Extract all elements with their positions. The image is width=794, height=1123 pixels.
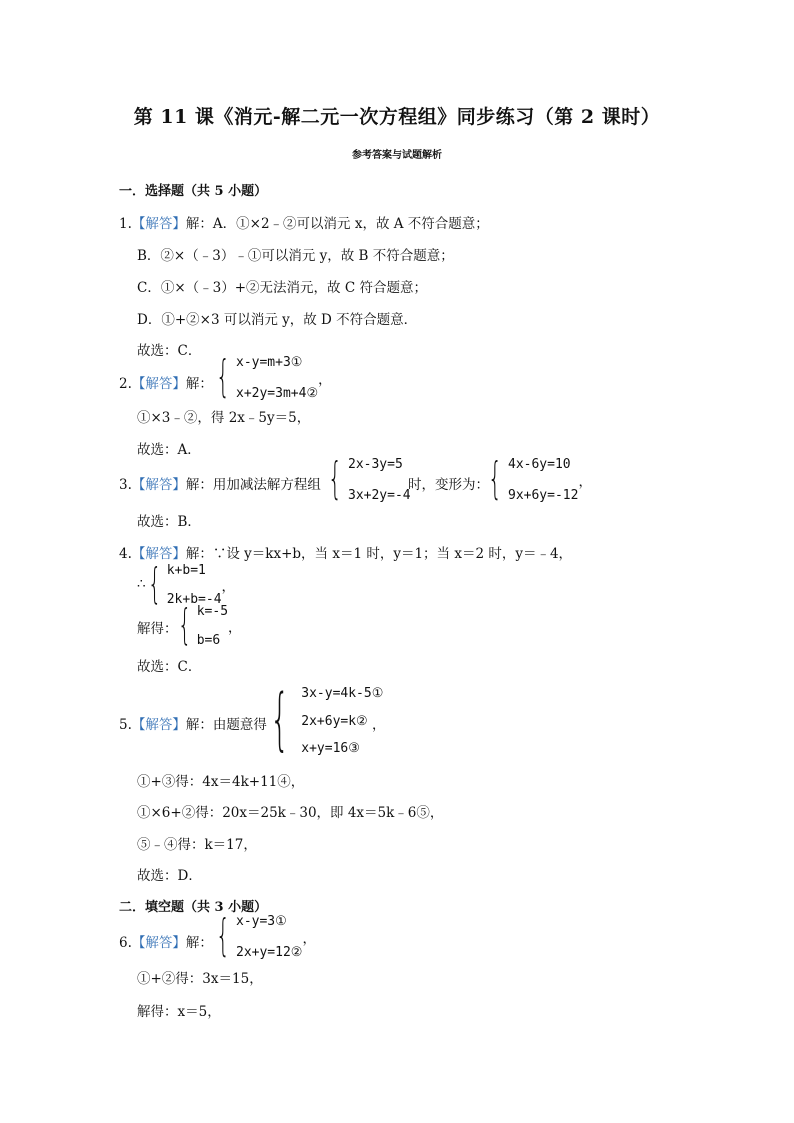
- question-number: 2.: [119, 376, 132, 392]
- q6-prefix: 解：: [185, 935, 213, 951]
- left-brace-icon: {: [488, 453, 502, 504]
- q1-line-b: B．②×（﹣3）﹣①可以消元 y，故 B 不符合题意；: [137, 248, 454, 264]
- q4-system-1: [148, 559, 236, 608]
- q2-step: ①×3﹣②，得 2x﹣5y＝5，: [137, 410, 311, 426]
- q5-line: [119, 713, 267, 733]
- q4-system-2: [178, 600, 242, 649]
- q5-step2: ①×6+②得：20x＝25k﹣30，即 4x＝5k﹣6⑤，: [137, 805, 444, 821]
- q4-eq2: 2k+b=-4: [166, 592, 222, 607]
- q5-choice: 故选：D．: [137, 868, 202, 884]
- q5-prefix: 解：由题意得: [185, 717, 267, 733]
- q6-eq2: 2x+y=12②: [236, 945, 303, 960]
- section-heading-choice: 一．选择题（共 5 小题）: [119, 184, 268, 199]
- q6-step1: ①+②得：3x＝15，: [137, 971, 263, 987]
- q1-line-c: C．①×（﹣3）+②无法消元，故 C 符合题意；: [137, 280, 427, 296]
- q2-line: [119, 372, 213, 392]
- q2-eq2: x+2y=3m+4②: [236, 386, 319, 401]
- q4-eq1: k+b=1: [166, 563, 206, 578]
- q3-line: [119, 473, 321, 493]
- left-brace-icon: {: [216, 910, 230, 961]
- q4-eq4: b=6: [196, 633, 221, 648]
- q6-step2: 解得：x＝5，: [137, 1004, 221, 1020]
- answer-tag: 【解答】: [131, 717, 186, 733]
- q6-suffix: ，: [302, 931, 316, 947]
- question-number: 4.: [119, 546, 132, 562]
- q6-line: [119, 931, 213, 951]
- q3-prefix: 解：用加减法解方程组: [185, 477, 321, 493]
- q5-step3: ⑤﹣④得：k＝17，: [137, 837, 257, 853]
- q1-choice: 故选：C．: [137, 343, 202, 359]
- question-number: 3.: [119, 477, 132, 493]
- left-brace-icon: {: [328, 453, 342, 504]
- answer-tag: 【解答】: [131, 935, 186, 951]
- q1-line-d: D．①+②×3 可以消元 y，故 D 不符合题意．: [137, 312, 418, 328]
- q4-text: 解：∵设 y＝kx+b，当 x＝1 时，y＝1；当 x＝2 时，y＝﹣4，: [185, 546, 573, 562]
- q3-system-transformed: [488, 453, 592, 504]
- q6-eq1: x-y=3①: [236, 914, 287, 929]
- answer-tag: 【解答】: [131, 477, 186, 493]
- answer-tag: 【解答】: [131, 216, 186, 232]
- q3-eq2: 3x+2y=-4: [348, 488, 411, 503]
- question-number: 6.: [119, 935, 132, 951]
- q2-eq1: x-y=m+3①: [236, 355, 303, 370]
- q2-system: [216, 351, 332, 402]
- q5-suffix: ，: [372, 717, 386, 733]
- left-brace-icon: {: [178, 600, 192, 649]
- q2-choice: 故选：A．: [137, 442, 201, 458]
- left-brace-icon: {: [216, 351, 230, 402]
- q3-suffix: ，: [578, 474, 592, 490]
- q5-step1: ①+③得：4x＝4k+11④，: [137, 774, 305, 790]
- therefore-symbol: ∴: [137, 576, 146, 592]
- q5-eq1: 3x-y=4k-5①: [301, 686, 384, 701]
- answer-tag: 【解答】: [131, 546, 186, 562]
- q5-eq3: x+y=16③: [301, 741, 360, 756]
- answer-tag: 【解答】: [131, 376, 186, 392]
- q4-line: [119, 542, 572, 562]
- question-number: 5.: [119, 717, 132, 733]
- q3-eq1: 2x-3y=5: [348, 457, 403, 472]
- q4-choice: 故选：C．: [137, 659, 202, 675]
- q3-choice: 故选：B．: [137, 514, 201, 530]
- q4-eq3: k=-5: [196, 604, 229, 619]
- page-title: 第 11 课《消元-解二元一次方程组》同步练习（第 2 课时）: [133, 106, 661, 128]
- left-brace-icon: {: [270, 680, 290, 759]
- q3-eq3: 4x-6y=10: [508, 457, 571, 472]
- page-subtitle: 参考答案与试题解析: [352, 150, 442, 161]
- q4-suffix: ，: [221, 579, 236, 595]
- q3-eq4: 9x+6y=-12: [508, 488, 579, 503]
- q2-suffix: ，: [318, 372, 332, 388]
- q5-system: [270, 680, 384, 759]
- q4-solve-label: 解得：: [137, 621, 178, 637]
- q2-prefix: 解：: [185, 376, 213, 392]
- q4-suffix2: ，: [228, 620, 242, 636]
- q1-line-a: [119, 212, 489, 232]
- q1-text-a: 解：A．①×2﹣②可以消元 x，故 A 不符合题意；: [185, 216, 489, 232]
- q3-system-original: [328, 453, 411, 504]
- q5-eq2: 2x+6y=k②: [301, 713, 368, 729]
- q6-system: [216, 910, 316, 961]
- q3-mid: 时，变形为：: [408, 477, 489, 493]
- question-number: 1.: [119, 216, 132, 232]
- left-brace-icon: {: [148, 559, 162, 608]
- section-heading-fill: 二．填空题（共 3 小题）: [119, 900, 268, 915]
